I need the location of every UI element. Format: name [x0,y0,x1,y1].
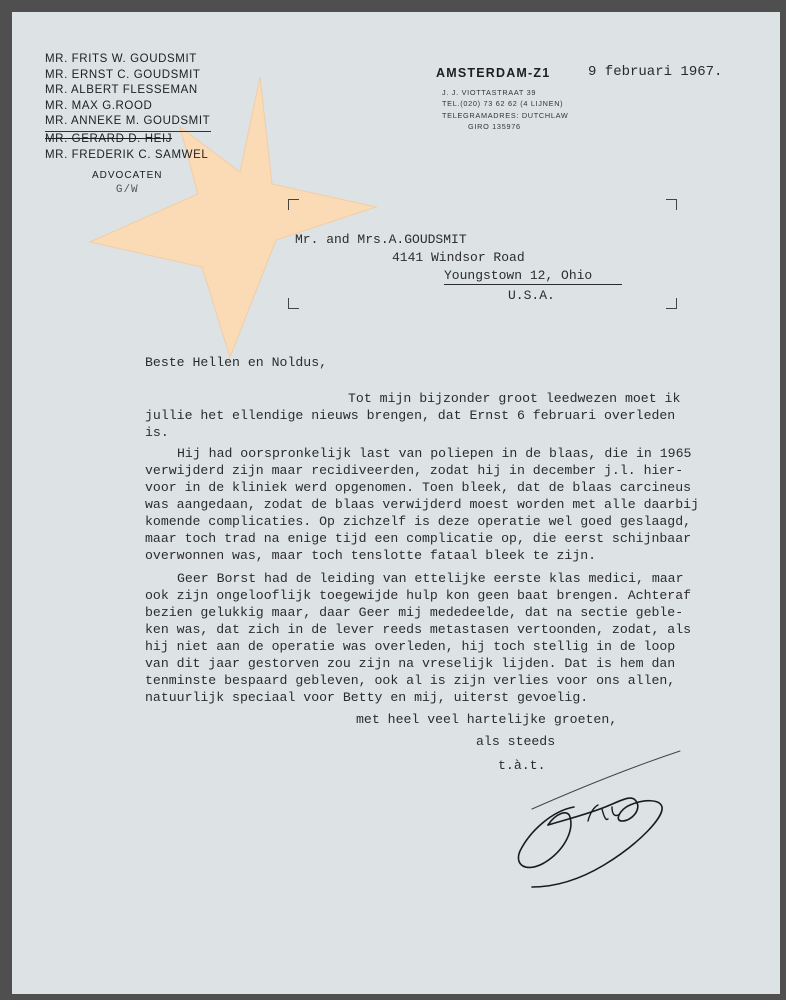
address-corner-mark [666,199,677,210]
body-line: Tot mijn bijzonder groot leedwezen moet ik [348,391,681,406]
recipient-city: Youngstown 12, Ohio [444,268,622,285]
body-line: van dit jaar gestorven zou zijn na vreselijk lijden. Dat is hem dan [145,656,676,671]
partner-name: MR. ANNEKE M. GOUDSMIT [45,115,211,128]
typist-initials: G/W [115,184,139,196]
partner-name: MR. MAX G.ROOD [45,99,153,112]
body-line: hij niet aan de operatie was overleden, hij toch stellig in de loop [145,639,676,654]
body-line: Geer Borst had de leiding van ettelijke eerste klas medici, maar [177,571,684,586]
struck-partner-name: MR. GERARD D. HEIJ [45,132,173,145]
firm-type-label: ADVOCATEN [92,170,163,181]
handwritten-signature [512,747,692,897]
body-line: ook zijn ongelooflijk toegewijde hulp kon geen baat brengen. Achteraf [145,588,692,603]
partner-name: MR. ERNST C. GOUDSMIT [45,68,201,81]
recipient-name: Mr. and Mrs.A.GOUDSMIT [295,232,467,247]
body-line: tenminste bespaard gebleven, ook al is zijn verlies voor ons allen, [145,673,676,688]
firm-contact [442,87,569,132]
firm-type [92,170,163,196]
body-line: natuurlijk speciaal voor Betty en mij, uiterst gevoelig. [145,690,589,705]
firm-phone: TEL.(020) 73 62 62 (4 LIJNEN) [442,99,564,109]
body-line: voor in de kliniek werd opgenomen. Toen bleek, dat de blaas carcineus [145,480,692,495]
body-line: Hij had oorspronkelijk last van poliepen in de blaas, die in 1965 [177,446,692,461]
firm-street: J. J. VIOTTASTRAAT 39 [442,88,537,97]
partner-name: MR. FRITS W. GOUDSMIT [45,53,197,65]
letter-page [12,12,780,994]
partner-name: MR. ALBERT FLESSEMAN [45,84,198,97]
body-line: jullie het ellendige nieuws brengen, dat Ernst 6 februari overleden [145,408,676,423]
firm-telegram: TELEGRAMADRES: DUTCHLAW [442,110,569,120]
firm-giro: GIRO 135976 [468,121,521,131]
address-corner-mark [288,199,299,210]
salutation: Beste Hellen en Noldus, [145,355,328,370]
body-line: overwonnen was, maar toch tenslotte fataal bleek te zijn. [145,548,597,563]
body-line: komende complicaties. Op zichzelf is deze operatie wel goed geslaagd, [145,514,692,529]
body-line: verwijderd zijn maar recidiveerden, zodat hij in december j.l. hier- [145,463,684,478]
body-line: is. [145,425,169,440]
closing-line: t.à.t. [498,758,546,773]
body-line: ken was, dat zich in de lever reeds metastasen vertoonden, zodat, als [145,622,692,637]
recipient-country: U.S.A. [508,288,555,303]
letter-date: 9 februari 1967. [588,64,723,80]
partner-name: MR. FREDERIK C. SAMWEL [45,148,209,161]
partner-list [45,52,211,163]
body-line: maar toch trad na enige tijd een complicatie op, die eerst schijnbaar [145,531,692,546]
address-corner-mark [666,298,677,309]
recipient-street: 4141 Windsor Road [392,250,525,265]
closing-line: met heel veel hartelijke groeten, [356,712,618,727]
body-line: was aangedaan, zodat de blaas verwijderd moest worden met alle daarbij [145,497,699,512]
address-corner-mark [288,298,299,309]
body-line: bezien gelukkig maar, daar Geer mij mededeelde, dat na sectie geble- [145,605,684,620]
firm-city: AMSTERDAM-Z1 [436,66,551,80]
closing-line: als steeds [476,734,556,749]
